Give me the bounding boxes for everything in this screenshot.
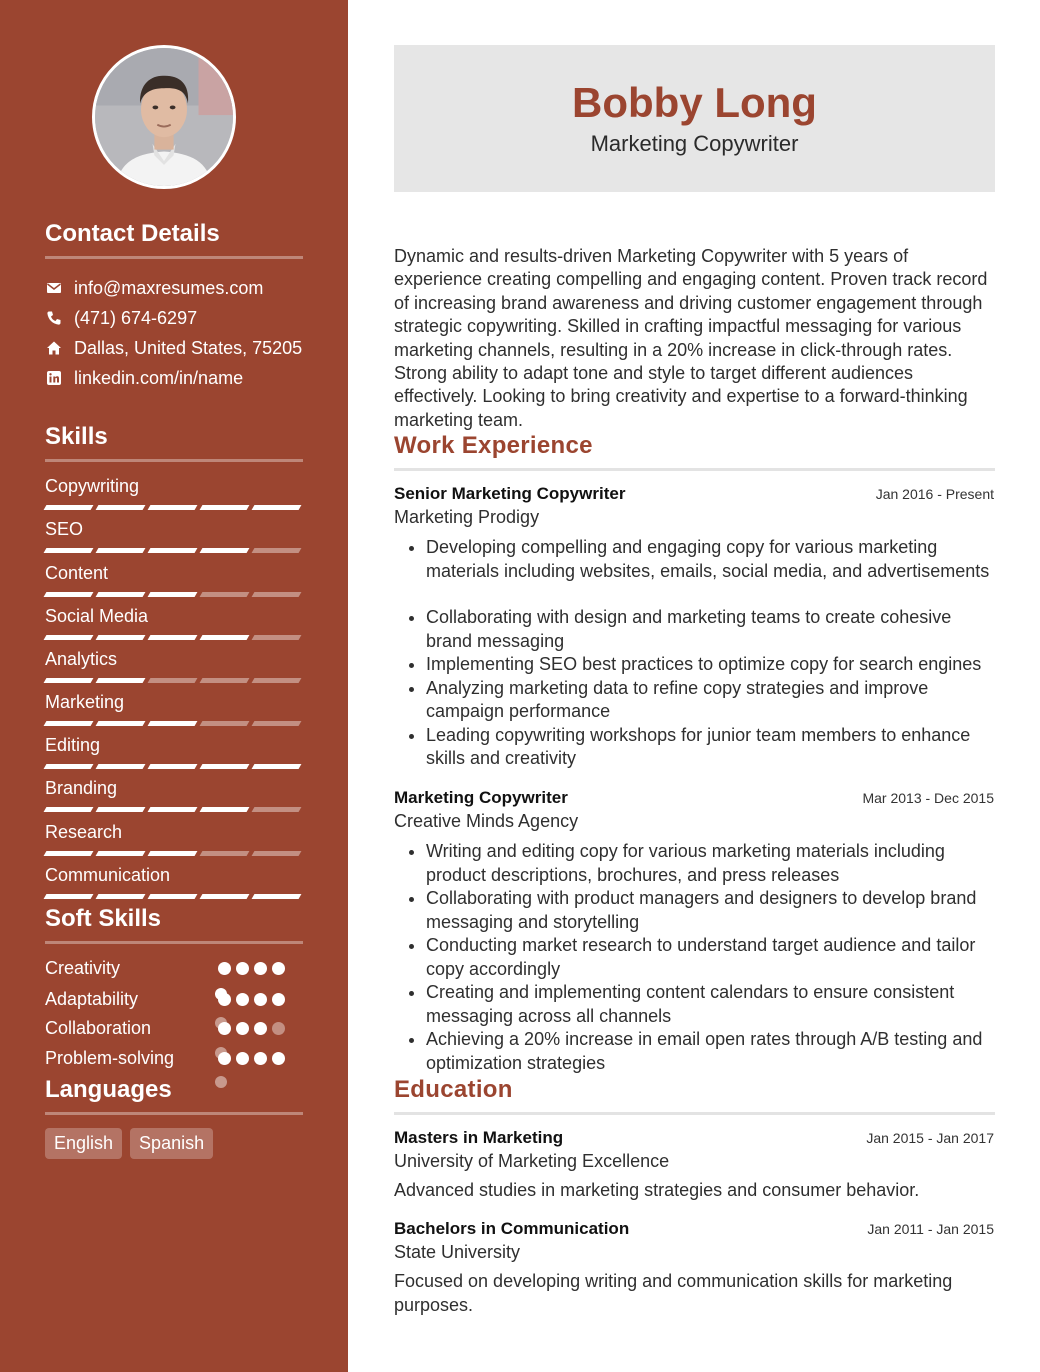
skill-level-segment <box>44 505 94 510</box>
company-name: Creative Minds Agency <box>394 811 579 831</box>
education-heading: Education <box>394 1076 995 1115</box>
skill-item <box>45 864 303 899</box>
skill-level-segment <box>148 505 198 510</box>
skill-level-segment <box>148 894 198 899</box>
skill-level-segment <box>148 635 198 640</box>
rating-dot <box>272 1052 285 1065</box>
education-description: Advanced studies in marketing strategies and consumer behavior. <box>394 1180 920 1200</box>
bullet-item: • Collaborating with design and marketing teams to create cohesive brand messaging <box>426 606 994 653</box>
job-title: Marketing Copywriter <box>394 788 568 807</box>
skill-level-segment <box>148 678 198 683</box>
bullet-item: • Achieving a 20% increase in email open rates through A/B testing and optimization strategies <box>426 1028 994 1075</box>
skill-item <box>45 475 303 510</box>
degree-title: Bachelors in Communication <box>394 1219 630 1238</box>
contact-address <box>45 336 302 360</box>
skill-name: Marketing <box>45 692 125 712</box>
skill-level-segment <box>44 807 94 812</box>
skill-level-segment <box>252 721 302 726</box>
skill-level-segment <box>44 678 94 683</box>
skill-name: Branding <box>45 778 118 798</box>
skill-level-bar <box>45 764 303 769</box>
job-entry <box>394 788 994 1075</box>
soft-skill-item <box>45 956 285 980</box>
skill-level-segment <box>252 764 302 769</box>
skill-level-segment <box>96 894 146 899</box>
skill-item <box>45 821 303 856</box>
skill-level-segment <box>200 851 250 856</box>
rating-dot <box>215 1047 227 1059</box>
skill-level-segment <box>252 592 302 597</box>
candidate-name: Bobby Long <box>572 79 817 126</box>
skill-level-segment <box>252 505 302 510</box>
rating-dot <box>254 1022 267 1035</box>
contact-linkedin-text[interactable]: linkedin.com/in/name <box>74 367 244 388</box>
soft-skill-rating <box>218 962 285 975</box>
work-experience-heading: Work Experience <box>394 432 995 471</box>
skill-level-bar <box>45 548 303 553</box>
skill-name: Analytics <box>45 649 118 669</box>
sidebar <box>0 0 348 1372</box>
skill-level-bar <box>45 807 303 812</box>
degree-title: Masters in Marketing <box>394 1128 564 1147</box>
skill-item <box>45 518 303 553</box>
skill-level-segment <box>252 678 302 683</box>
skill-level-segment <box>44 851 94 856</box>
skill-name: SEO <box>45 519 84 539</box>
skill-level-segment <box>44 894 94 899</box>
soft-skill-rating <box>218 1052 285 1065</box>
skill-level-bar <box>45 635 303 640</box>
job-dates: Mar 2013 - Dec 2015 <box>862 790 994 806</box>
skill-name: Social Media <box>45 606 149 626</box>
rating-dot <box>218 962 231 975</box>
education-entry <box>394 1128 994 1203</box>
skill-name: Editing <box>45 735 101 755</box>
contact-address-text: Dallas, United States, 75205 <box>74 337 303 358</box>
rating-dot <box>236 962 249 975</box>
skill-level-segment <box>200 764 250 769</box>
bullet-item: • Leading copywriting workshops for junior team members to enhance skills and creativity <box>426 724 994 771</box>
bullet-item: • Implementing SEO best practices to optimize copy for search engines <box>426 653 994 677</box>
skill-level-bar <box>45 721 303 726</box>
skill-level-segment <box>96 807 146 812</box>
skill-level-segment <box>200 548 250 553</box>
home-icon <box>45 339 63 357</box>
skill-name: Research <box>45 822 123 842</box>
skill-item <box>45 777 303 812</box>
skill-item <box>45 605 303 640</box>
skills-heading: Skills <box>45 423 303 462</box>
soft-skill-name: Adaptability <box>45 988 139 1009</box>
skill-level-segment <box>252 807 302 812</box>
company-name: Marketing Prodigy <box>394 507 540 527</box>
skill-level-segment <box>252 894 302 899</box>
skill-level-segment <box>96 505 146 510</box>
rating-dot <box>254 962 267 975</box>
skill-level-segment <box>148 592 198 597</box>
skill-name: Copywriting <box>45 476 140 496</box>
school-name: University of Marketing Excellence <box>394 1151 670 1171</box>
skill-level-segment <box>252 548 302 553</box>
skill-item <box>45 691 303 726</box>
languages-heading: Languages <box>45 1076 303 1115</box>
rating-dot <box>272 993 285 1006</box>
skill-level-segment <box>200 678 250 683</box>
skill-level-segment <box>96 851 146 856</box>
rating-dot <box>254 1052 267 1065</box>
soft-skill-name: Problem-solving <box>45 1047 175 1068</box>
profile-photo <box>95 48 233 186</box>
skill-level-bar <box>45 851 303 856</box>
soft-skill-rating <box>218 1022 285 1035</box>
skill-level-segment <box>252 635 302 640</box>
skill-level-bar <box>45 505 303 510</box>
job-dates: Jan 2016 - Present <box>875 486 994 502</box>
envelope-icon <box>45 279 63 297</box>
bullet-item: • Creating and implementing content calendars to ensure consistent messaging across all channels <box>426 981 994 1028</box>
skill-level-segment <box>200 505 250 510</box>
soft-skill-name: Collaboration <box>45 1017 152 1038</box>
rating-dot <box>272 962 285 975</box>
bullet-item: • Collaborating with product managers and designers to develop brand messaging and storytelling <box>426 887 994 934</box>
rating-dot <box>236 1022 249 1035</box>
skill-item <box>45 734 303 769</box>
education-dates: Jan 2015 - Jan 2017 <box>866 1130 994 1146</box>
bullet-item: • Writing and editing copy for various marketing materials including product descriptions, brochures, and press releases <box>426 840 994 887</box>
education-entry <box>394 1219 994 1317</box>
contact-phone-text[interactable]: (471) 674-6297 <box>74 307 198 328</box>
job-bullets <box>394 536 994 771</box>
skill-level-segment <box>44 764 94 769</box>
skill-level-segment <box>96 548 146 553</box>
skill-level-segment <box>96 592 146 597</box>
skill-level-segment <box>200 721 250 726</box>
job-bullets <box>394 840 994 1075</box>
skill-level-segment <box>44 721 94 726</box>
linkedin-icon <box>45 369 63 387</box>
contact-phone <box>45 306 197 330</box>
skill-name: Communication <box>45 865 171 885</box>
rating-dot <box>236 993 249 1006</box>
skill-level-segment <box>96 678 146 683</box>
contact-heading: Contact Details <box>45 220 303 259</box>
skill-name: Content <box>45 563 109 583</box>
skill-level-bar <box>45 894 303 899</box>
skill-level-segment <box>148 851 198 856</box>
education-dates: Jan 2011 - Jan 2015 <box>867 1221 994 1237</box>
skill-level-segment <box>252 851 302 856</box>
skill-level-segment <box>148 548 198 553</box>
phone-icon <box>45 309 63 327</box>
skill-level-segment <box>200 592 250 597</box>
languages-list <box>45 1128 213 1159</box>
candidate-title: Marketing Copywriter <box>590 131 799 156</box>
skill-level-segment <box>96 721 146 726</box>
skill-level-bar <box>45 592 303 597</box>
skill-level-segment <box>200 894 250 899</box>
soft-skills-heading: Soft Skills <box>45 905 303 944</box>
soft-skill-name: Creativity <box>45 957 121 978</box>
bullet-item: • Analyzing marketing data to refine copy strategies and improve campaign performance <box>426 677 994 724</box>
profile-summary: Dynamic and results-driven Marketing Copywriter with 5 years of experience creating compelling and engaging content. Proven track record of increasing brand awareness and driving customer engagement through strategic copywriting. Skilled in crafting impactful messaging for various marketing channels, resulting in a 20% increase in click-through rates. Strong ability to adapt tone and style to target different audiences effectively. Looking to bring creativity and expertise to a forward-thinking marketing team. <box>394 246 988 430</box>
skill-level-segment <box>44 592 94 597</box>
bullet-item: • Conducting market research to understand target audience and tailor copy accordingly <box>426 934 994 981</box>
education-description: Focused on developing writing and communication skills for marketing purposes. <box>394 1271 953 1315</box>
soft-skill-item <box>45 1016 285 1040</box>
skill-level-segment <box>200 635 250 640</box>
skill-level-segment <box>148 764 198 769</box>
skill-level-segment <box>96 764 146 769</box>
job-entry <box>394 484 994 771</box>
contact-email <box>45 276 263 300</box>
bullet-item: • Developing compelling and engaging copy for various marketing materials including websites, emails, social media, and advertisements <box>426 536 994 583</box>
rating-dot <box>272 1022 285 1035</box>
school-name: State University <box>394 1242 521 1262</box>
rating-dot <box>215 1017 227 1029</box>
rating-dot <box>215 988 227 1000</box>
job-title: Senior Marketing Copywriter <box>394 484 626 503</box>
name-header <box>394 45 995 192</box>
language-tag: Spanish <box>130 1128 213 1159</box>
skill-level-segment <box>96 635 146 640</box>
avatar <box>92 45 236 189</box>
language-tag: English <box>45 1128 122 1159</box>
skill-item <box>45 648 303 683</box>
contact-email-text[interactable]: info@maxresumes.com <box>74 277 264 298</box>
rating-dot <box>254 993 267 1006</box>
skill-level-segment <box>44 635 94 640</box>
skill-level-segment <box>148 807 198 812</box>
soft-skill-item <box>45 1046 285 1070</box>
soft-skill-rating <box>218 993 285 1006</box>
skill-level-segment <box>44 548 94 553</box>
skill-level-segment <box>200 807 250 812</box>
contact-linkedin <box>45 366 243 390</box>
skill-level-segment <box>148 721 198 726</box>
skill-level-bar <box>45 678 303 683</box>
rating-dot <box>236 1052 249 1065</box>
soft-skill-item <box>45 987 285 1011</box>
skill-item <box>45 562 303 597</box>
